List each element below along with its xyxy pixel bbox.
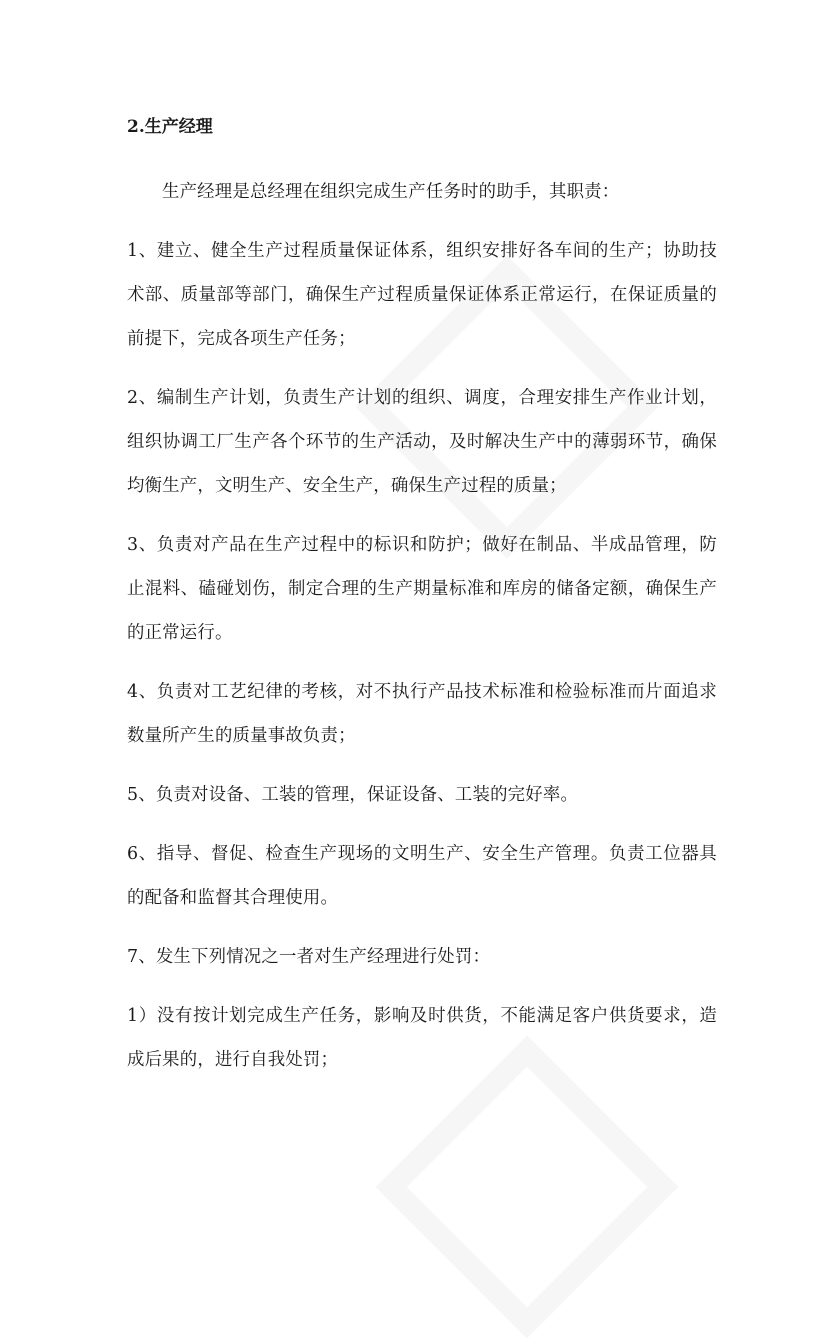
intro-paragraph: 生产经理是总经理在组织完成生产任务时的助手，其职责：	[162, 182, 620, 202]
duty-paragraph: 2、编制生产计划，负责生产计划的组织、调度，合理安排生产作业计划，组织协调工厂生产各个环节的生产活动，及时解决生产中的薄弱环节，确保均衡生产，文明生产、安全生产，确保生产过程的质量；	[127, 388, 717, 496]
duty-paragraph: 3、负责对产品在生产过程中的标识和防护；做好在制品、半成品管理，防止混料、磕碰划伤，制定合理的生产期量标准和库房的储备定额，确保生产的正常运行。	[127, 535, 717, 643]
penalty-paragraph: 1）没有按计划完成生产任务，影响及时供货，不能满足客户供货要求，造成后果的，进行自我处罚；	[127, 1006, 717, 1070]
duty-paragraph: 6、指导、督促、检查生产现场的文明生产、安全生产管理。负责工位器具的配备和监督其合理使用。	[127, 844, 717, 908]
duty-paragraph: 1、建立、健全生产过程质量保证体系，组织安排好各车间的生产；协助技术部、质量部等部门，确保生产过程质量保证体系正常运行，在保证质量的前提下，完成各项生产任务；	[127, 241, 717, 349]
duty-paragraph: 5、负责对设备、工装的管理，保证设备、工装的完好率。	[127, 785, 579, 805]
section-title: 2.生产经理	[127, 117, 213, 137]
document-page	[127, 112, 717, 1097]
duty-paragraph: 4、负责对工艺纪律的考核，对不执行产品技术标准和检验标准而片面追求数量所产生的质量事故负责；	[127, 682, 717, 746]
duty-paragraph: 7、发生下列情况之一者对生产经理进行处罚：	[127, 947, 491, 967]
